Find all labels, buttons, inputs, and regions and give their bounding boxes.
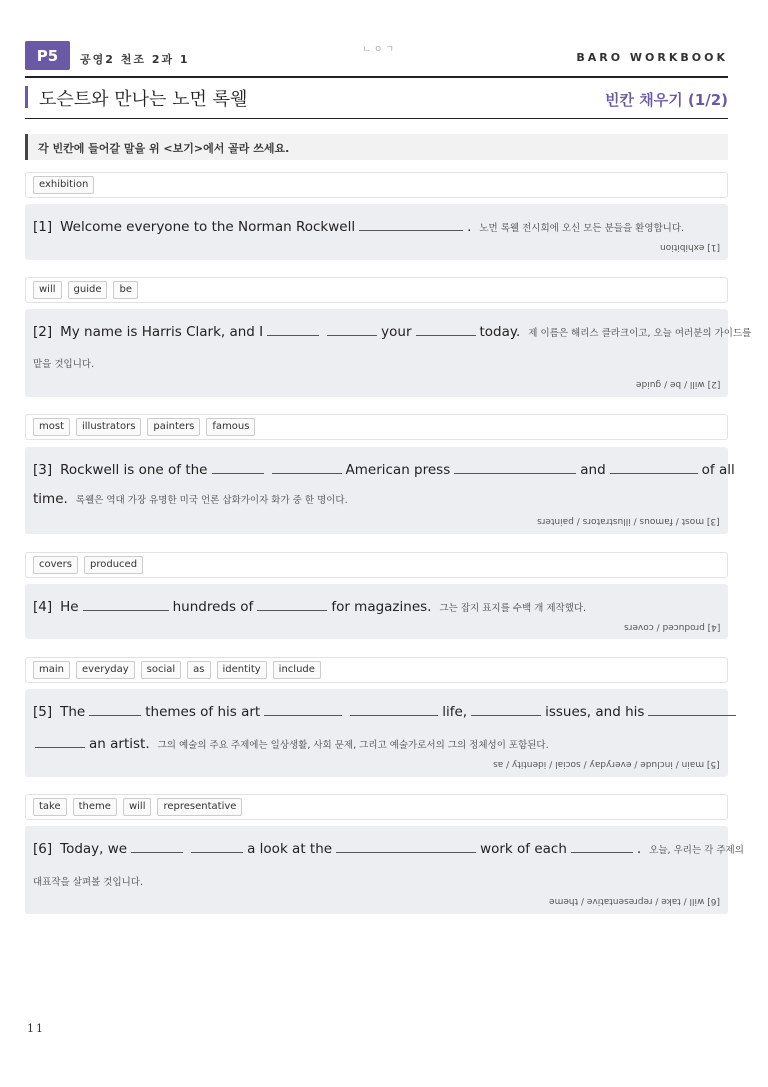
page-title: 도슨트와 만나는 노먼 록웰 [39, 89, 248, 110]
page-subtitle: 빈칸 채우기 (1/2) [605, 91, 728, 109]
question-line [33, 216, 684, 235]
korean-translation: 그는 잡지 표지를 수백 개 제작했다. [439, 603, 587, 614]
word-chip: guide [68, 281, 108, 299]
question-line [33, 459, 735, 478]
answer-blank[interactable] [648, 701, 736, 716]
korean-translation: 노먼 록웰 전시회에 오신 모든 분들을 환영합니다. [479, 223, 685, 234]
word-bank [25, 277, 728, 303]
word-chip: most [33, 418, 70, 436]
answer-key: [3] most / famous / illustrators / painters [537, 516, 720, 526]
question-box [25, 204, 728, 260]
question-number: [2] [33, 324, 53, 340]
question-box [25, 689, 728, 777]
question-number: [1] [33, 219, 53, 235]
word-chip: will [123, 798, 152, 816]
question-text: hundreds of [172, 599, 254, 615]
question-text: He [60, 599, 79, 615]
question-number: [3] [33, 462, 53, 478]
question-text: Welcome everyone to the Norman Rockwell [60, 219, 356, 235]
question-text: . [636, 841, 642, 857]
word-chip: produced [84, 556, 143, 574]
answer-blank[interactable] [131, 838, 183, 853]
question-text: . [467, 219, 472, 235]
page-header [25, 0, 728, 78]
answer-key: [5] main / include / everyday / social / identity / as [493, 759, 720, 769]
question-text: a look at the [247, 841, 333, 857]
word-bank [25, 794, 728, 820]
word-chip: covers [33, 556, 78, 574]
word-chip: take [33, 798, 67, 816]
answer-key: [2] will / be / guide [635, 379, 720, 389]
answer-blank[interactable] [272, 459, 342, 474]
answer-blank[interactable] [610, 459, 698, 474]
question-text: of all [701, 462, 735, 478]
question-line [33, 838, 744, 857]
word-chip: social [141, 661, 182, 679]
answer-key: [1] exhibition [660, 242, 720, 252]
word-chip: include [273, 661, 321, 679]
korean-translation: 제 이름은 해리스 클라크이고, 오늘 여러분의 가이드를 [528, 328, 752, 339]
answer-blank[interactable] [571, 838, 633, 853]
answer-blank[interactable] [327, 321, 377, 336]
answer-blank[interactable] [267, 321, 319, 336]
page-badge: P5 [25, 41, 70, 70]
word-bank [25, 172, 728, 198]
question-text: issues, and his [545, 704, 645, 720]
answer-blank[interactable] [89, 701, 141, 716]
question-text: Today, we [60, 841, 128, 857]
word-chip: as [187, 661, 210, 679]
answer-blank[interactable] [359, 216, 463, 231]
word-chip: painters [147, 418, 200, 436]
word-chip: representative [157, 798, 242, 816]
instruction-box: 각 빈칸에 들어갈 말을 위 <보기>에서 골라 쓰세요. [25, 134, 728, 160]
word-chip: illustrators [76, 418, 141, 436]
answer-blank[interactable] [35, 733, 85, 748]
answer-blank[interactable] [336, 838, 476, 853]
answer-blank[interactable] [350, 701, 438, 716]
word-chip: theme [73, 798, 117, 816]
question-line [33, 733, 549, 752]
word-chip: everyday [76, 661, 135, 679]
question-text: and [580, 462, 606, 478]
worksheet-page [25, 0, 752, 906]
title-bar [25, 78, 728, 119]
korean-translation: 록웰은 역대 가장 유명한 미국 언론 삽화가이자 화가 중 한 명이다. [75, 495, 348, 506]
word-chip: famous [206, 418, 255, 436]
word-chip: exhibition [33, 176, 94, 194]
question-box [25, 826, 744, 914]
question-text: Rockwell is one of the [60, 462, 208, 478]
word-chip: be [113, 281, 138, 299]
question-box [25, 584, 728, 639]
question-text: today. [479, 324, 521, 340]
question-text: work of each [480, 841, 567, 857]
korean-translation-cont: 맡을 것입니다. [33, 359, 95, 370]
word-chip: will [33, 281, 62, 299]
answer-blank[interactable] [416, 321, 476, 336]
brand-label: BARO WORKBOOK [576, 51, 728, 64]
korean-translation: 오늘, 우리는 각 주제의 [649, 845, 744, 856]
answer-blank[interactable] [257, 596, 327, 611]
question-text: your [381, 324, 412, 340]
korean-translation-cont: 대표작을 살펴볼 것입니다. [33, 877, 144, 888]
answer-key: [6] will / take / representative / theme [549, 896, 720, 906]
question-line [33, 321, 751, 340]
answer-blank[interactable] [264, 701, 342, 716]
question-text: time. [33, 491, 68, 507]
question-line [33, 596, 586, 615]
answer-blank[interactable] [212, 459, 264, 474]
word-chip: main [33, 661, 70, 679]
question-number: [6] [33, 841, 53, 857]
question-text: for magazines. [331, 599, 432, 615]
question-line [33, 701, 740, 720]
title-accent-bar [25, 86, 28, 108]
question-text: American press [345, 462, 451, 478]
question-text: The [60, 704, 86, 720]
question-number: [4] [33, 599, 53, 615]
answer-blank[interactable] [191, 838, 243, 853]
answer-blank[interactable] [454, 459, 576, 474]
question-number: [5] [33, 704, 53, 720]
page-number: 11 [27, 1022, 45, 1035]
question-line [33, 491, 348, 507]
word-bank [25, 552, 728, 578]
answer-blank[interactable] [471, 701, 541, 716]
word-bank [25, 657, 728, 683]
question-text: an artist. [89, 736, 150, 752]
course-label: 공영2 천조 2과 1 [80, 53, 190, 66]
answer-blank[interactable] [83, 596, 169, 611]
word-bank [25, 414, 728, 440]
word-chip: identity [217, 661, 267, 679]
question-text: themes of his art [145, 704, 261, 720]
watermark-mark: ㄴㅇㄱ [362, 45, 398, 55]
answer-key: [4] produced / covers [623, 622, 720, 632]
korean-translation: 그의 예술의 주요 주제에는 일상생활, 사회 문제, 그리고 예술가로서의 그의 정체성이 포함된다. [157, 740, 549, 751]
question-text: life, [442, 704, 468, 720]
question-box [25, 447, 735, 534]
question-box [25, 309, 752, 397]
question-text: My name is Harris Clark, and I [60, 324, 264, 340]
